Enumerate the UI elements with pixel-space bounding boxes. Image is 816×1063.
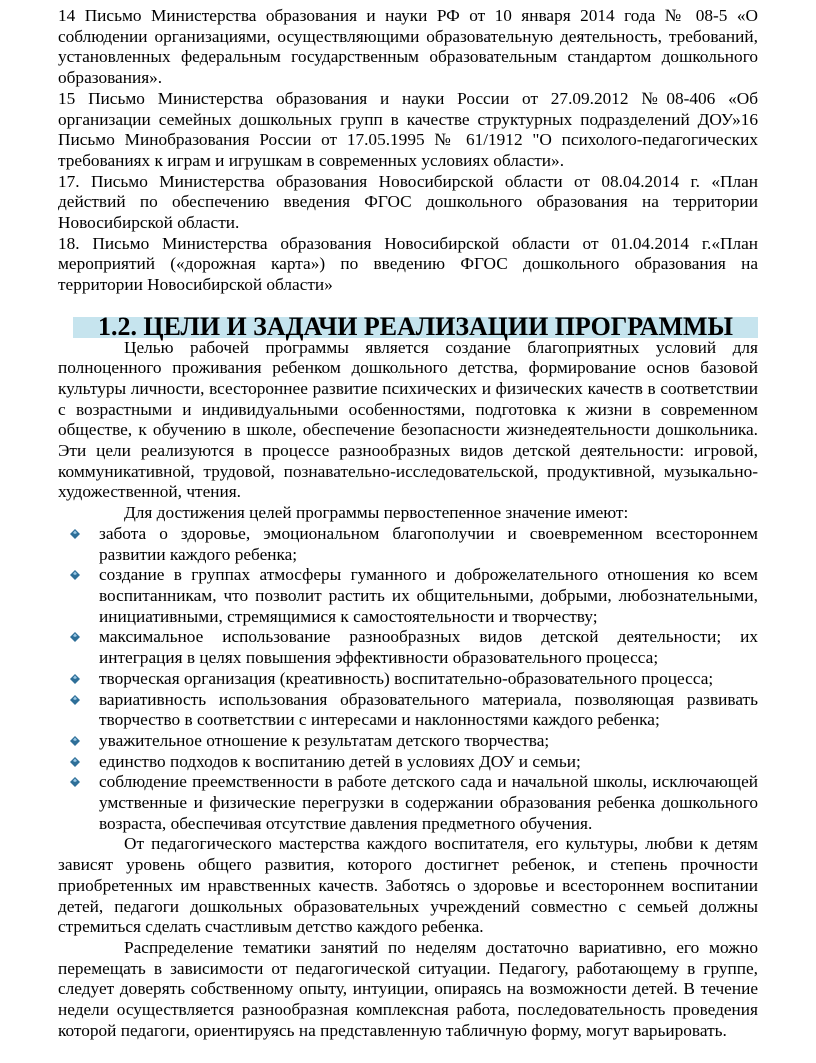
list-item <box>58 524 758 565</box>
list-item <box>58 731 758 752</box>
blue-diamond-bullet-icon <box>70 570 80 580</box>
mastery-paragraph: От педагогического мастерства каждого воспитателя, его культуры, любви к детям зависят уровень общего развития, которого достигнет ребенок, и степень прочности приобретенных им нравственных качеств. Заботясь о здоровье и всестороннем воспитании детей, педагоги дошкольных образовательных учреждений совместно с семьей должны стремиться сделать счастливым детство каждого ребенка. <box>58 834 758 937</box>
blue-diamond-bullet-icon <box>70 736 80 746</box>
list-item-text: соблюдение преемственности в работе детского сада и начальной школы, исключающей умственные и физические перегрузки в содержании образования ребенка дошкольного возраста, обеспечивая отсутствие давления предметного обучения. <box>99 772 758 833</box>
document-page <box>58 6 758 1041</box>
priority-list <box>58 524 758 835</box>
list-item-text: вариативность использования образовательного материала, позволяющая развивать творчество в соответствии с интересами и наклонностями каждого ребенка; <box>99 689 758 730</box>
list-item-text: создание в группах атмосферы гуманного и доброжелательного отношения ко всем воспитанникам, что позволит растить их общительными, добрыми, любознательными, инициативными, стремящимися к самостоятельности и творчеству; <box>99 565 758 626</box>
list-item <box>58 690 758 731</box>
list-item <box>58 772 758 834</box>
blue-diamond-bullet-icon <box>70 777 80 787</box>
list-item-text: единство подходов к воспитанию детей в условиях ДОУ и семьи; <box>99 751 581 771</box>
list-item <box>58 669 758 690</box>
list-item <box>58 627 758 668</box>
section-heading: 1.2. ЦЕЛИ И ЗАДАЧИ РЕАЛИЗАЦИИ ПРОГРАММЫ <box>73 317 758 338</box>
priority-intro: Для достижения целей программы первостепенное значение имеют: <box>124 503 629 523</box>
blue-diamond-bullet-icon <box>70 632 80 642</box>
goal-paragraph: Целью рабочей программы является создание благоприятных условий для полноценного проживания ребенком дошкольного детства, формирование основ базовой культуры личности, всестороннее развитие психических и физических качеств в соответствии с возрастными и индивидуальными особенностями, подготовка к жизни в современном обществе, к обучению в школе, обеспечение безопасности жизнедеятельности дошкольника. Эти цели реализуются в процессе разнообразных видов детской деятельности: игровой, коммуникативной, трудовой, познавательно-исследовательской, продуктивной, музыкально-художественной, чтения. <box>58 337 758 502</box>
list-item <box>58 752 758 773</box>
list-item-text: забота о здоровье, эмоциональном благополучии и своевременном всестороннем развитии каждого ребенка; <box>99 523 758 564</box>
reference-18: 18. Письмо Министерства образования Новосибирской области от 01.04.2014 г.«План мероприятий («дорожная карта») по введению ФГОС дошкольного образования на территории Новосибирской области» <box>58 233 758 295</box>
list-item-text: уважительное отношение к результатам детского творчества; <box>99 730 550 750</box>
blue-diamond-bullet-icon <box>70 674 80 684</box>
blue-diamond-bullet-icon <box>70 695 80 705</box>
list-item-text: творческая организация (креативность) воспитательно-образовательного процесса; <box>99 668 714 688</box>
list-item-text: максимальное использование разнообразных видов детской деятельности; их интеграция в целях повышения эффективности образовательного процесса; <box>99 627 758 668</box>
reference-14: 14 Письмо Министерства образования и науки РФ от 10 января 2014 года № 08-5 «О соблюдении организациями, осуществляющими образовательную деятельность, требований, установленных федеральным государственным образовательным стандартом дошкольного образования». <box>58 6 758 88</box>
blue-diamond-bullet-icon <box>70 529 80 539</box>
reference-15-16: 15 Письмо Министерства образования и науки России от 27.09.2012 №08-406 «Об организации семейных дошкольных групп в качестве структурных подразделений ДОУ»16 Письмо Минобразования России от 17.05.1995 № 61/1912 "О психолого-педагогических требованиях к играм и игрушкам в современных условиях области». <box>58 88 758 170</box>
reference-17: 17. Письмо Министерства образования Новосибирской области от 08.04.2014 г. «План действий по обеспечению введения ФГОС дошкольного образования на территории Новосибирской области. <box>58 171 758 233</box>
list-item <box>58 565 758 627</box>
blue-diamond-bullet-icon <box>70 757 80 767</box>
distribution-paragraph: Распределение тематики занятий по неделям достаточно вариативно, его можно перемещать в зависимости от педагогической ситуации. Педагогу, работающему в группе, следует доверять собственному опыту, интуиции, опираясь на возможности детей. В течение недели осуществляется разнообразная комплексная работа, последовательность проведения которой педагоги, ориентируясь на представленную табличную форму, могут варьировать. <box>58 937 758 1040</box>
